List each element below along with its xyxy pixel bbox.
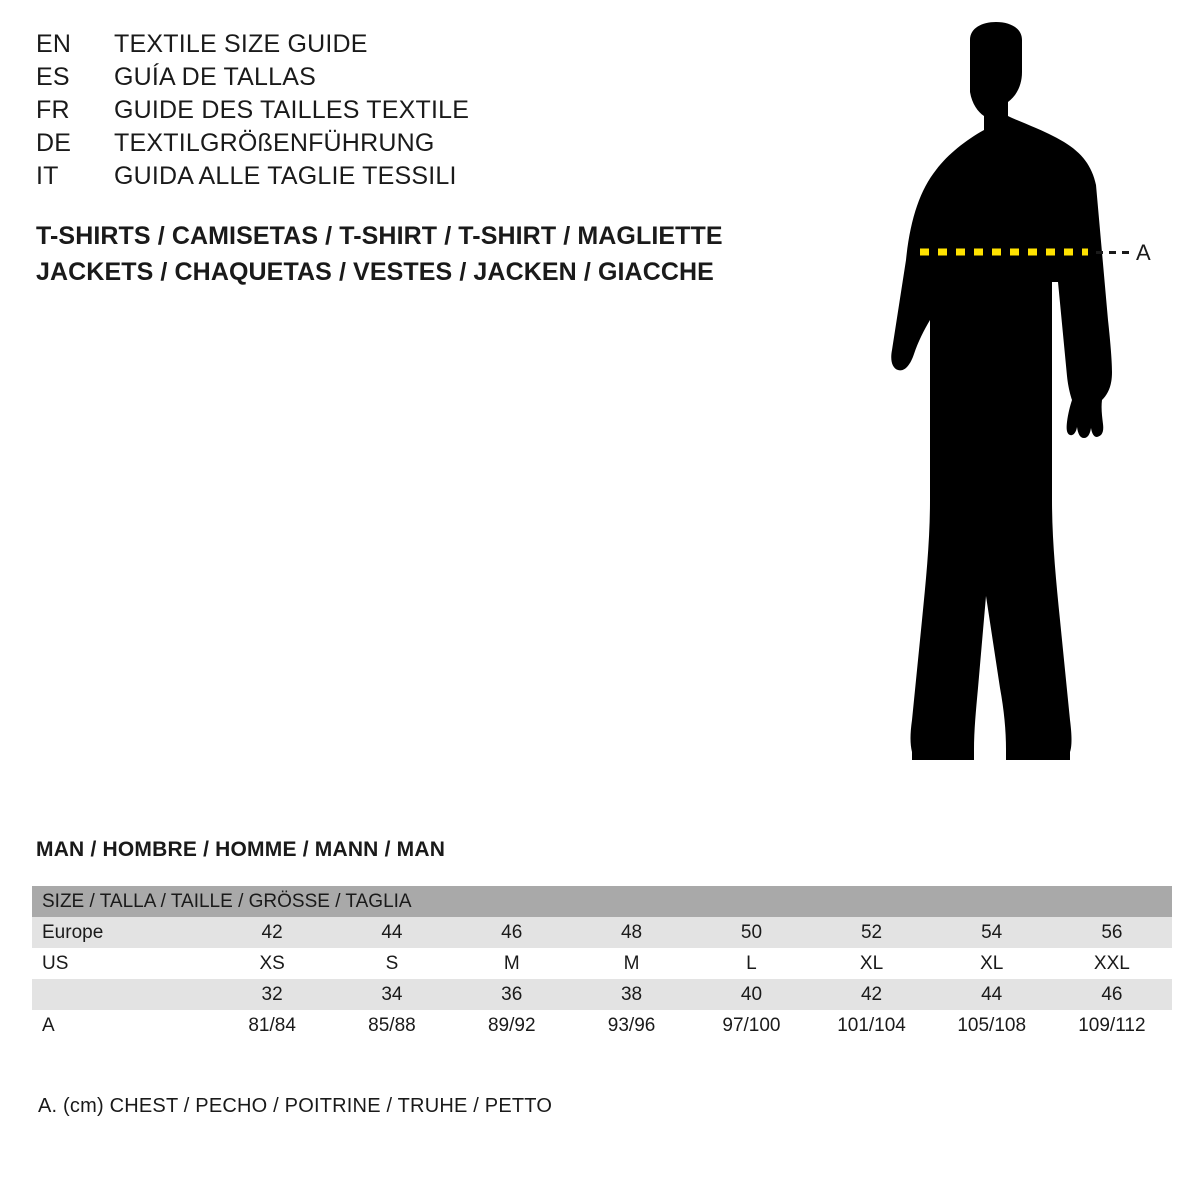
table-cell: 105/108 <box>932 1010 1052 1041</box>
table-cell: 97/100 <box>691 1010 811 1041</box>
table-cell: XXL <box>1052 948 1172 979</box>
category-line: JACKETS / CHAQUETAS / VESTES / JACKEN / GIACCHE <box>36 258 714 286</box>
table-cell: L <box>691 948 811 979</box>
table-row <box>32 948 1172 979</box>
language-list <box>36 30 736 195</box>
language-code: FR <box>36 96 70 124</box>
table-cell: XL <box>811 948 931 979</box>
table-cell: 36 <box>452 979 572 1010</box>
measure-label-a: A <box>1136 240 1151 265</box>
table-cell: 101/104 <box>811 1010 931 1041</box>
language-text: GUIDE DES TAILLES TEXTILE <box>114 96 470 124</box>
language-text: GUIDA ALLE TAGLIE TESSILI <box>114 162 457 190</box>
language-text: TEXTILE SIZE GUIDE <box>114 30 368 58</box>
language-row <box>36 63 736 96</box>
language-code: DE <box>36 129 72 157</box>
table-cell: 52 <box>811 917 931 948</box>
table-footnote: A. (cm) CHEST / PECHO / POITRINE / TRUHE / PETTO <box>38 1095 553 1117</box>
table-cell: M <box>572 948 692 979</box>
table-cell: 44 <box>332 917 452 948</box>
table-cell: 46 <box>452 917 572 948</box>
table-row <box>32 979 1172 1010</box>
man-silhouette-figure <box>820 20 1180 790</box>
language-row <box>36 162 736 195</box>
table-header-row <box>32 886 1172 917</box>
table-cell: 89/92 <box>452 1010 572 1041</box>
table-cell: XL <box>932 948 1052 979</box>
table-cell: 44 <box>932 979 1052 1010</box>
table-cell: 109/112 <box>1052 1010 1172 1041</box>
language-code: EN <box>36 30 72 58</box>
table-cell: 85/88 <box>332 1010 452 1041</box>
table-cell: 34 <box>332 979 452 1010</box>
row-label: A <box>32 1010 212 1041</box>
table-cell: 38 <box>572 979 692 1010</box>
body-shape <box>891 22 1112 760</box>
language-row <box>36 96 736 129</box>
silhouette-svg <box>820 20 1180 790</box>
table-cell: 46 <box>1052 979 1172 1010</box>
table-cell: 56 <box>1052 917 1172 948</box>
table-cell: M <box>452 948 572 979</box>
language-code: ES <box>36 63 70 91</box>
measure-leader-line <box>1096 251 1130 254</box>
table-header-label: SIZE / TALLA / TAILLE / GRÖSSE / TAGLIA <box>32 886 1172 917</box>
table-cell: 48 <box>572 917 692 948</box>
table-cell: 42 <box>811 979 931 1010</box>
table-cell: 32 <box>212 979 332 1010</box>
table-cell: S <box>332 948 452 979</box>
table-row <box>32 917 1172 948</box>
language-row <box>36 30 736 63</box>
size-table <box>32 886 1172 1041</box>
table-cell: 42 <box>212 917 332 948</box>
category-line: T-SHIRTS / CAMISETAS / T-SHIRT / T-SHIRT / MAGLIETTE <box>36 222 723 250</box>
table-cell: 93/96 <box>572 1010 692 1041</box>
table-section-title: MAN / HOMBRE / HOMME / MANN / MAN <box>36 838 446 861</box>
language-text: TEXTILGRÖßENFÜHRUNG <box>114 129 435 157</box>
language-text: GUÍA DE TALLAS <box>114 63 316 91</box>
table-cell: 81/84 <box>212 1010 332 1041</box>
language-row <box>36 129 736 162</box>
row-label <box>32 979 212 1010</box>
row-label: Europe <box>32 917 212 948</box>
table-cell: 54 <box>932 917 1052 948</box>
table-row <box>32 1010 1172 1041</box>
language-code: IT <box>36 162 59 190</box>
garment-categories <box>36 218 756 290</box>
table-cell: XS <box>212 948 332 979</box>
table-cell: 40 <box>691 979 811 1010</box>
table-cell: 50 <box>691 917 811 948</box>
row-label: US <box>32 948 212 979</box>
